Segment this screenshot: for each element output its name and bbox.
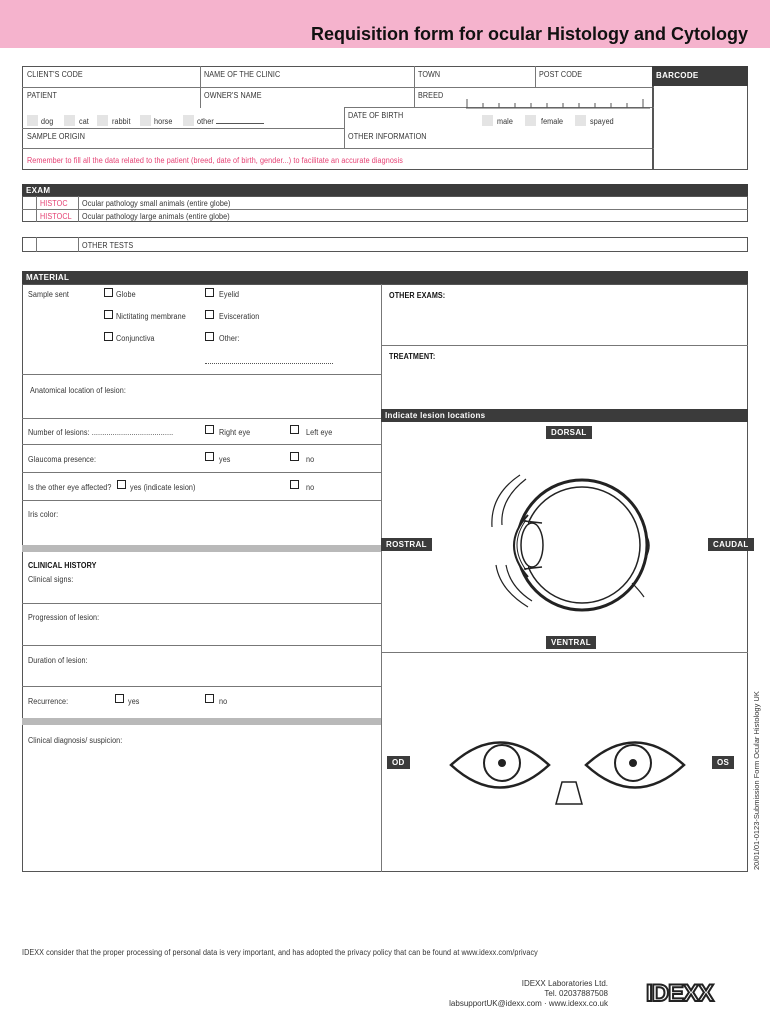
dog-label: dog	[41, 117, 54, 126]
eyelid-checkbox[interactable]	[205, 288, 214, 297]
patient-label: PATIENT	[27, 91, 57, 100]
horse-label: horse	[154, 117, 173, 126]
recurrence-yes-label: yes	[128, 697, 140, 706]
exam-desc-histoc: Ocular pathology small animals (entire globe)	[82, 199, 231, 208]
evisceration-checkbox[interactable]	[205, 310, 214, 319]
rostral-tag: ROSTRAL	[381, 538, 432, 551]
section-divider-2	[22, 718, 381, 725]
other-information-label: OTHER INFORMATION	[348, 132, 427, 141]
other-exams-label: OTHER EXAMS:	[389, 291, 446, 300]
progression-label: Progression of lesion:	[28, 613, 100, 622]
recurrence-label: Recurrence:	[28, 697, 69, 706]
other-eye-no-checkbox[interactable]	[290, 480, 299, 489]
eyelid-label: Eyelid	[219, 290, 240, 299]
dorsal-tag: DORSAL	[546, 426, 592, 439]
right-eye-checkbox[interactable]	[205, 425, 214, 434]
cat-label: cat	[79, 117, 89, 126]
anatomical-location-label: Anatomical location of lesion:	[30, 386, 126, 395]
other-eye-yes-label: yes (indicate lesion)	[130, 483, 196, 492]
spayed-label: spayed	[590, 117, 614, 126]
duration-label: Duration of lesion:	[28, 656, 88, 665]
globe-checkbox[interactable]	[104, 288, 113, 297]
company-tel: Tel. 02037887508	[544, 989, 608, 998]
glaucoma-yes-checkbox[interactable]	[205, 452, 214, 461]
material-bar: MATERIAL	[22, 271, 748, 284]
number-of-lesions-label: Number of lesions: .......................................	[28, 428, 174, 437]
privacy-note: IDEXX consider that the proper processing of personal data is very important, and has adopted the privacy policy that can be found at www.idexx.com/privacy	[22, 948, 538, 957]
eye-cross-section-diagram[interactable]	[470, 465, 660, 625]
horse-checkbox[interactable]	[140, 115, 151, 126]
left-eye-os-diagram[interactable]	[580, 730, 690, 800]
evisceration-label: Evisceration	[219, 312, 260, 321]
other-eye-no-label: no	[306, 483, 315, 492]
caudal-tag: CAUDAL	[708, 538, 754, 551]
rabbit-checkbox[interactable]	[97, 115, 108, 126]
clinic-name-label: NAME OF THE CLINIC	[204, 70, 281, 79]
glaucoma-no-label: no	[306, 455, 315, 464]
other-eye-label: Is the other eye affected?	[28, 483, 112, 492]
globe-label: Globe	[116, 290, 136, 299]
female-checkbox[interactable]	[525, 115, 536, 126]
clinical-signs-label: Clinical signs:	[28, 575, 74, 584]
male-checkbox[interactable]	[482, 115, 493, 126]
right-eye-label: Right eye	[219, 428, 251, 437]
glaucoma-label: Glaucoma presence:	[28, 455, 97, 464]
post-code-label: POST CODE	[539, 70, 583, 79]
clients-code-label: CLIENT'S CODE	[27, 70, 83, 79]
spayed-checkbox[interactable]	[575, 115, 586, 126]
nose-icon	[554, 780, 584, 806]
other-material-checkbox[interactable]	[205, 332, 214, 341]
owners-name-label: OWNER'S NAME	[204, 91, 262, 100]
glaucoma-no-checkbox[interactable]	[290, 452, 299, 461]
male-label: male	[497, 117, 513, 126]
other-material-label: Other:	[219, 334, 240, 343]
other-eye-yes-checkbox[interactable]	[117, 480, 126, 489]
clinical-history-title: CLINICAL HISTORY	[28, 561, 97, 570]
conjunctiva-checkbox[interactable]	[104, 332, 113, 341]
female-label: female	[541, 117, 564, 126]
dog-checkbox[interactable]	[27, 115, 38, 126]
sample-sent-label: Sample sent	[28, 290, 70, 299]
barcode-label: BARCODE	[652, 66, 748, 86]
date-of-birth-ticks	[466, 96, 650, 106]
iris-color-label: Iris color:	[28, 510, 59, 519]
exam-code-histocl: HISTOCL	[40, 212, 72, 221]
os-tag: OS	[712, 756, 734, 769]
od-tag: OD	[387, 756, 410, 769]
sample-origin-label: SAMPLE ORIGIN	[27, 132, 85, 141]
lesion-locations-bar: Indicate lesion locations	[381, 409, 748, 422]
recurrence-yes-checkbox[interactable]	[115, 694, 124, 703]
clinical-diagnosis-label: Clinical diagnosis/ suspicion:	[28, 736, 123, 745]
exam-code-histoc: HISTOC	[40, 199, 68, 208]
company-name: IDEXX Laboratories Ltd.	[521, 979, 608, 988]
date-of-birth-label: DATE OF BIRTH	[348, 111, 404, 120]
town-label: TOWN	[418, 70, 441, 79]
other-material-line[interactable]	[205, 363, 333, 364]
other-tests-label: OTHER TESTS	[82, 241, 134, 250]
nictitating-label: Nictitating membrane	[116, 312, 186, 321]
idexx-logo: IDEXX	[646, 980, 714, 1007]
exam-bar: EXAM	[22, 184, 748, 196]
exam-desc-histocl: Ocular pathology large animals (entire globe)	[82, 212, 230, 221]
ventral-tag: VENTRAL	[546, 636, 596, 649]
page-title: Requisition form for ocular Histology and Cytology	[310, 24, 748, 44]
reminder-text: Remember to fill all the data related to the patient (breed, date of birth, gender...) to facilitate an accurate diagnosis	[27, 156, 404, 165]
form-reference-note: 20/01/01-0123-Submission Form Ocular Histology UK	[752, 691, 761, 870]
treatment-label: TREATMENT:	[389, 352, 436, 361]
left-eye-label: Left eye	[306, 428, 333, 437]
recurrence-no-label: no	[219, 697, 228, 706]
section-divider	[22, 545, 381, 552]
left-eye-checkbox[interactable]	[290, 425, 299, 434]
company-contact: labsupportUK@idexx.com · www.idexx.co.uk	[449, 999, 608, 1008]
other-checkbox[interactable]	[183, 115, 194, 126]
conjunctiva-label: Conjunctiva	[116, 334, 155, 343]
other-species-line[interactable]	[216, 123, 264, 124]
right-eye-od-diagram[interactable]	[445, 730, 555, 800]
nictitating-checkbox[interactable]	[104, 310, 113, 319]
other-label: other	[197, 117, 214, 126]
rabbit-label: rabbit	[112, 117, 131, 126]
cat-checkbox[interactable]	[64, 115, 75, 126]
glaucoma-yes-label: yes	[219, 455, 231, 464]
recurrence-no-checkbox[interactable]	[205, 694, 214, 703]
breed-label: BREED	[418, 91, 444, 100]
